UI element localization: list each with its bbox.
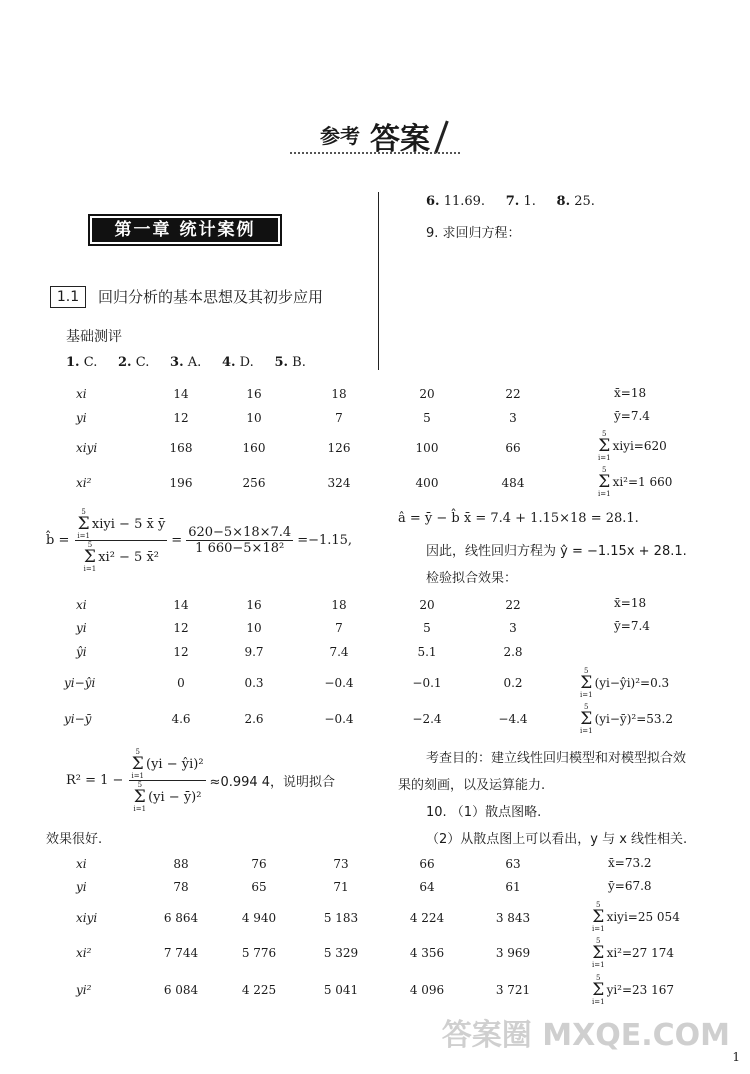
row-label: ŷi [76, 645, 87, 659]
table-cell: 0.2 [503, 676, 523, 690]
answer-item: 6. 11.69. [426, 194, 486, 209]
table-cell: 0.3 [244, 676, 264, 690]
table-cell: 63 [505, 857, 521, 871]
summary-cell: 5 Σ i=1 xi²=1 660 [598, 466, 673, 498]
row-label: xiyi [76, 441, 98, 455]
table-cell: 196 [169, 476, 193, 490]
summary-cell: ȳ=67.8 [608, 879, 652, 893]
table-cell: −0.4 [324, 676, 354, 690]
row-label: xi² [76, 476, 92, 490]
row-label: xi [76, 857, 87, 871]
answer-item: 5. B. [274, 355, 306, 370]
chapter-title: 第一章 统计案例 [88, 214, 282, 246]
table-cell: 73 [333, 857, 349, 871]
table-cell: 160 [242, 441, 266, 455]
answer-item: 3. A. [170, 355, 202, 370]
row-label: yi [76, 411, 87, 425]
table-cell: 16 [246, 598, 262, 612]
table-cell: 18 [331, 598, 347, 612]
answers-left [66, 355, 306, 370]
table-cell: 20 [419, 387, 435, 401]
header-dotted-line [290, 152, 460, 154]
table-cell: 5 329 [323, 946, 359, 960]
table-cell: 5 776 [241, 946, 277, 960]
watermark: 答案圈 MXQE.COM [441, 1018, 730, 1053]
table-cell: 18 [331, 387, 347, 401]
table-cell: 4 224 [409, 911, 445, 925]
table-cell: 5 041 [323, 983, 359, 997]
row-label: yi² [76, 983, 92, 997]
table-cell: 9.7 [244, 645, 264, 659]
table-cell: 78 [173, 880, 189, 894]
table-cell: 12 [173, 645, 189, 659]
fraction: $\frac{620-5\times 18\times 7.4}{\text{1 660−5×18²}}$ [188, 525, 292, 556]
answer-item: 7. 1. [505, 194, 536, 209]
table-cell: 4 356 [409, 946, 445, 960]
table-cell: 88 [173, 857, 189, 871]
row-label: yi−ŷi [64, 676, 96, 690]
table-cell: 14 [173, 598, 189, 612]
fraction: 5 Σ i=1 (yi − ŷi)² 5 Σ i=1 (yi − ȳ)² [131, 748, 204, 813]
table-cell: 22 [505, 598, 521, 612]
table-cell: 5 [423, 411, 431, 425]
table-cell: −4.4 [498, 712, 528, 726]
question-10-part-2: （2）从散点图上可以看出，y 与 x 线性相关. [426, 832, 688, 847]
table-cell: 324 [327, 476, 351, 490]
table-cell: 66 [505, 441, 521, 455]
table-cell: 5 183 [323, 911, 359, 925]
table-cell: −2.4 [412, 712, 442, 726]
formula-b-hat: b̂ = 5 Σ i=1 xiyi − 5 x̄ ȳ 5 Σ i=1 xi² − 5 x̄² = $\frac{620-5\times 18\times 7.4}{\text{1 660−5×18²}}$ =−1.15, [46, 508, 353, 573]
regression-equation: 因此，线性回归方程为 ŷ = −1.15x + 28.1. [426, 544, 687, 559]
table-cell: 65 [251, 880, 267, 894]
table-cell: 10 [246, 621, 262, 635]
table-cell: 4 940 [241, 911, 277, 925]
table-cell: 5 [423, 621, 431, 635]
table-cell: 7 744 [163, 946, 199, 960]
purpose-line-2: 果的刻画，以及运算能力. [398, 778, 546, 793]
summary-cell: 5 Σ i=1 (yi−ȳ)²=53.2 [580, 703, 673, 735]
table-cell: 100 [415, 441, 439, 455]
table-cell: 3 [509, 621, 517, 635]
formula-r-squared: R² = 1 − 5 Σ i=1 (yi − ŷi)² 5 Σ i=1 (yi − ȳ)² ≈0.994 4，说明拟合 [66, 748, 336, 813]
table-cell: 5.1 [417, 645, 437, 659]
header-title: 答案 [370, 122, 430, 157]
check-fit-label: 检验拟合效果： [426, 571, 518, 586]
summary-cell: x̄=73.2 [608, 856, 652, 870]
table-cell: 71 [333, 880, 349, 894]
summary-cell: 5 Σ i=1 xiyi=25 054 [592, 901, 680, 933]
section-title: 回归分析的基本思想及其初步应用 [98, 288, 324, 306]
answer-item: 4. D. [221, 355, 254, 370]
row-label: xiyi [76, 911, 98, 925]
table-cell: 6 864 [163, 911, 199, 925]
table-cell: 12 [173, 411, 189, 425]
answer-item: 1. C. [66, 355, 98, 370]
answer-header-banner [290, 112, 470, 156]
table-cell: 10 [246, 411, 262, 425]
table-cell: 2.8 [503, 645, 523, 659]
purpose-line-1: 考查目的：建立线性回归模型和对模型拟合效 [426, 751, 687, 766]
table-cell: 3 843 [495, 911, 531, 925]
row-label: yi [76, 621, 87, 635]
row-label: xi² [76, 946, 92, 960]
table-cell: 400 [415, 476, 439, 490]
summary-cell: 5 Σ i=1 (yi−ŷi)²=0.3 [580, 667, 670, 699]
row-label: xi [76, 598, 87, 612]
table-cell: 168 [169, 441, 193, 455]
table-cell: 64 [419, 880, 435, 894]
table-cell: 61 [505, 880, 521, 894]
table-cell: 20 [419, 598, 435, 612]
table-cell: −0.4 [324, 712, 354, 726]
summary-cell: ȳ=7.4 [614, 619, 650, 633]
table-cell: 2.6 [244, 712, 264, 726]
summary-cell: x̄=18 [614, 386, 647, 400]
answers-right [426, 194, 595, 209]
header-prefix: 参考 [320, 124, 360, 148]
question-9: 9. 求回归方程： [426, 226, 521, 241]
table-cell: 7 [335, 411, 343, 425]
page-number: 1 [732, 1050, 740, 1064]
answer-item: 2. C. [118, 355, 150, 370]
table-cell: 484 [501, 476, 525, 490]
table-cell: 4 225 [241, 983, 277, 997]
table-cell: 7.4 [329, 645, 349, 659]
fit-conclusion: 效果很好. [46, 832, 103, 847]
table-cell: 4.6 [171, 712, 191, 726]
table-cell: 7 [335, 621, 343, 635]
table-cell: 4 096 [409, 983, 445, 997]
question-10-part-1: 10. （1）散点图略. [426, 805, 542, 820]
table-cell: 0 [177, 676, 185, 690]
sigma-symbol: 5 Σ i=1 [598, 430, 611, 462]
table-cell: 22 [505, 387, 521, 401]
summary-cell: ȳ=7.4 [614, 409, 650, 423]
row-label: xi [76, 387, 87, 401]
answer-item: 8. 25. [556, 194, 595, 209]
table-cell: 3 721 [495, 983, 531, 997]
summary-cell: 5 Σ i=1 xi²=27 174 [592, 937, 675, 969]
sigma-symbol: 5 Σ i=1 [598, 466, 611, 498]
table-cell: 3 969 [495, 946, 531, 960]
table-cell: 76 [251, 857, 267, 871]
table-cell: 3 [509, 411, 517, 425]
table-cell: 14 [173, 387, 189, 401]
summary-cell: 5 Σ i=1 yi²=23 167 [592, 974, 675, 1006]
summary-cell: x̄=18 [614, 596, 647, 610]
fraction: 5 Σ i=1 xiyi − 5 x̄ ȳ 5 Σ i=1 xi² − 5 x̄² [77, 508, 166, 573]
table-cell: 126 [327, 441, 351, 455]
table-cell: 12 [173, 621, 189, 635]
table-cell: 66 [419, 857, 435, 871]
table-cell: 256 [242, 476, 266, 490]
column-divider [378, 192, 379, 370]
row-label: yi−ȳ [64, 712, 92, 726]
table-cell: −0.1 [412, 676, 442, 690]
section-number: 1.1 [50, 286, 86, 308]
row-label: yi [76, 880, 87, 894]
summary-cell: 5 Σ i=1 xiyi=620 [598, 430, 667, 462]
subsection-title: 基础测评 [66, 329, 122, 345]
table-cell: 6 084 [163, 983, 199, 997]
formula-a-hat: â = ȳ − b̂ x̄ = 7.4 + 1.15×18 = 28.1. [398, 511, 639, 526]
table-cell: 16 [246, 387, 262, 401]
header-slash-decoration [434, 121, 448, 154]
